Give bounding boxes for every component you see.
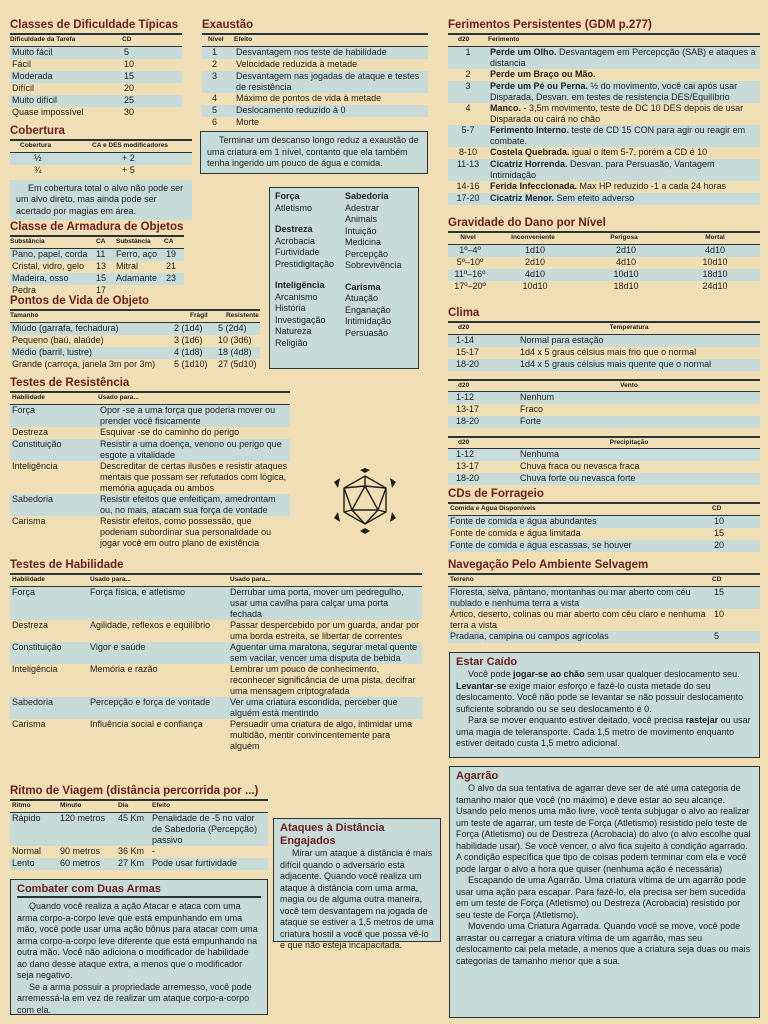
navigation-title: Navegação Pelo Ambiente Selvagem bbox=[448, 558, 760, 575]
skills-col-1: Força Atletismo Destreza Acrobacia Furtividade Prestidigitação Inteligência Arcanismo História Investigação Natureza Religião bbox=[275, 191, 335, 348]
table-row: 17º–20º 10d10 18d10 24d10 bbox=[454, 280, 728, 291]
armor-section: Classe de Armadura de Objetos Substância CA Substância CA Pano, papel, corda 11 Ferro, aço 19 Cristal, vidro, gelo 13 Mitral 21 Madeira, osso 15 Adamante 23 Pedra 17 bbox=[10, 221, 184, 295]
table-row: ¾ + 5 bbox=[34, 164, 135, 175]
table-row: Moderada 15 bbox=[10, 71, 182, 83]
table-row: 13-17 Fraco bbox=[456, 403, 544, 414]
ability-checks-title: Testes de Habilidade bbox=[10, 558, 422, 575]
table-row: Quase impossível 30 bbox=[12, 106, 135, 117]
weather-section: Clima d20 Temperatura 1-14 Normal para estação 15-17 1d4 x 5 graus célsius mais frio que o normal 18-20 1d4 x 5 graus célsius mais quente que o normal d20 Vento 1-12 Nenhum 13-17 Fraco 18-20 Forte d20 Precipitação 1-12 Nenhuma 13-17 Chuva fraca ou nevasca fraca 18-20 Chuva forte ou nevasca forte bbox=[448, 306, 760, 485]
table-row: Normal 90 metros 36 Km - bbox=[12, 845, 155, 856]
table-row: 11º–16º 4d10 10d10 18d10 bbox=[448, 269, 760, 281]
table-row: 4 Manco. - 3,5m movimento, teste de DC 10 DES depois de usar Disparada ou cairá no chão bbox=[465, 102, 744, 124]
table-row: 6 Morte bbox=[212, 116, 260, 127]
table-row: Destreza Esquivar -se do caminho do perigo bbox=[12, 426, 240, 437]
table-row: 18-20 1d4 x 5 graus célsius mais quente que o normal bbox=[448, 359, 760, 371]
table-row: 4 Máximo de pontos de vida à metade bbox=[212, 92, 382, 103]
grapple-box: Agarrão O alvo da sua tentativa de agarrar deve ser de até uma categoria de tamanho maior que você (no máximo) e deve estar ao seu alcançe. Usando pelo menos uma mão livre, você tenta subjugar o alvo ao realizar um teste de agarrar, um teste de Força (Atletismo) resistido pelo teste de Força (Atletismo) ou de Destreza (Acrobacia) do alvo (o alvo escolhe qual habilidade usar). Se você vencer, o alvo fica sujeito à condição agarrado. A condição específica que tipo de coisas podem terminar com ela e você pode largar o alvo a hora que quiser (nenhuma ação é necessária) Escapando de uma Agarrão. Uma criatura vítima de um agarrão pode usar uma ação para escapar. Para fazê-lo, ela precisa ser bem sucedida em um teste de Força (Atletismo) ou Destreza (Acrobacia) resistido por seu teste de Força (Atletismo). Movendo uma Criatura Agarrada. Quando você se move, você pode arrastar ou carregar a criatura vítima de um agarrão, mas seu deslocamento cai pela metade, a menos que a criatura seja duas ou mais categorias de tamanho menor que a sua. bbox=[449, 766, 760, 1018]
table-row: Sabedoria Resistir efeitos que enfeitiçam, amedrontam ou, no mais, atacam sua força de vontade bbox=[10, 494, 290, 516]
table-row: Inteligência Memória e razão Lembrar um pouco de conhecimento, reconhecer significância de uma pista, decifrar uma mensagem criptografada bbox=[12, 663, 416, 696]
table-row: 3 Perde um Pé ou Perna. ½ do movimento, você cai após usar Disparada, Desvan. em testes de resistencia DES/Equilíbrio bbox=[448, 81, 760, 103]
table-row: 1-12 Nenhuma bbox=[448, 449, 760, 461]
two-weapon-title: Combater com Duas Armas bbox=[17, 883, 261, 898]
d20-dice-icon bbox=[330, 468, 400, 534]
table-row: Fonte de comida e água limitada 15 bbox=[450, 527, 725, 538]
wounds-title: Ferimentos Persistentes (GDM p.277) bbox=[448, 18, 760, 35]
table-row: Fácil 10 bbox=[12, 58, 135, 69]
table-row: Pradaria, campina ou campos agrícolas 5 bbox=[448, 631, 760, 643]
table-row: 14-16 Ferida Infeccionada. Max HP reduzido -1 a cada 24 horas bbox=[456, 180, 726, 191]
saves-title: Testes de Resistência bbox=[10, 376, 290, 393]
foraging-section: CDs de Forrageio Comida e Água Disponíveis CD Fonte de comida e água abundantes 10 Fonte de comida e água limitada 15 Fonte de comida e água escassas, se houver 20 bbox=[448, 487, 760, 552]
foraging-title: CDs de Forrageio bbox=[448, 487, 760, 504]
table-row: ½ + 2 bbox=[10, 153, 192, 165]
table-row: 13-17 Chuva fraca ou nevasca fraca bbox=[456, 460, 640, 471]
table-row: 1 Desvantagem nos teste de habilidade bbox=[202, 47, 428, 59]
table-row: Ártico, deserto, colinas ou mar aberto com céu claro e nenhuma terra a vista 10 bbox=[450, 608, 725, 630]
table-row: 2 Velocidade reduzida à metade bbox=[212, 58, 358, 69]
table-row: Muito fácil 5 bbox=[10, 47, 182, 59]
table-row: Floresta, selva, pântano, montanhas ou mar aberto com céu nublado e nenhuma terra a vista 15 bbox=[448, 587, 760, 609]
skills-col-2: Sabedoria Adestrar Animais Intuição Medicina Percepção Sobrevivência Carisma Atuação Enganação Intimidação Persuasão bbox=[345, 191, 402, 338]
table-row: Inteligência Descreditar de certas ilusões e resistir ataques mentais que possam ser refutados com lógica, memória aguçada ou ambos bbox=[12, 460, 288, 493]
table-row: Carisma Resistir efeitos, como possessão, que poderiam subordinar sua personalidade ou jogar você em outro plano de existência bbox=[12, 515, 272, 548]
table-row: Pequeno (baú, alaúde) 3 (1d6) 10 (3d6) bbox=[12, 334, 252, 345]
exhaustion-section: Exaustão Nível Efeito 1 Desvantagem nos teste de habilidade 2 Velocidade reduzida à metade 3 Desvantagem nas jogadas de ataque e testes de resistência 4 Máximo de pontos de vida à metade 5 Deslocamento reduzido à 0 6 Morte bbox=[202, 18, 428, 129]
weather-title: Clima bbox=[448, 306, 760, 323]
table-row: Força Opor -se a uma força que poderia mover ou prender você fisicamente bbox=[10, 405, 290, 427]
armor-title: Classe de Armadura de Objetos bbox=[10, 220, 184, 237]
table-row: Constituição Resistir a uma doença, venono ou perigo que esgote a vitalidade bbox=[10, 439, 290, 461]
table-row: Lento 60 metros 27 Km Pode usar furtividade bbox=[10, 858, 268, 870]
table-row: Sabedoria Percepção e força de vontade Ver uma criatura escondida, perceber que alguém está mentindo bbox=[10, 697, 422, 719]
table-row: 8-10 Costela Quebrada. igual o item 5-7, porém a CD é 10 bbox=[458, 146, 708, 157]
table-row: 1 Perde um Olho. Desvantagem em Percepcção (SAB) e ataques a distancia bbox=[448, 47, 760, 69]
damage-severity-title: Gravidade do Dano por Nível bbox=[448, 216, 760, 233]
cover-section: Cobertura Cobertura CA e DES modificadores ½ + 2 ¾ + 5 Em cobertura total o alvo não pode ser um alvo direto, mas ainda pode ser acertado por magias em área. bbox=[10, 124, 192, 220]
table-row: Pano, papel, corda 11 Ferro, aço 19 bbox=[10, 249, 184, 261]
object-hp-title: Pontos de Vida de Objeto bbox=[10, 294, 260, 311]
dc-section: Classes de Dificuldade Típicas Dificuldade da Tarefa CD Muito fácil 5 Fácil 10 Moderada 15 Difícil 20 Muito difícil 25 Quase impossível 30 bbox=[10, 18, 182, 119]
table-row: Fonte de comida e água abundantes 10 bbox=[448, 516, 760, 528]
table-row: Muito difícil 25 bbox=[10, 95, 182, 107]
table-row: Carisma Influência social e confiança Persuadir uma criatura de algo, intimidar uma multidão, mentir convincentemente para alguém bbox=[12, 718, 413, 751]
table-row: 5º–10º 2d10 4d10 10d10 bbox=[456, 256, 728, 267]
table-row: Destreza Agilidade, reflexos e equilíbrio Passar despercebido por um guarda, andar por uma borda estreita, se libertar de correntes bbox=[12, 619, 420, 641]
table-row: Constituição Vigor e saúde Aguentar uma maratona, segurar metal quente sem vacilar, vencer uma disputa de bebida bbox=[10, 642, 422, 664]
table-row: Rápido 120 metros 45 Km Penalidade de -5 no valor de Sabedoria (Percepção) passivo bbox=[10, 813, 268, 846]
table-row: Miúdo (garrafa, fechadura) 2 (1d4) 5 (2d4) bbox=[10, 323, 260, 335]
ability-checks-section: Testes de Habilidade Habilidade Usado para... Usado para... Força Força física, e atletismo Derrubar uma porta, mover um pedregulho, usar uma cavilha para calçar uma porta fechada Destreza Agilidade, reflexos e equilíbrio Passar despercebido por um guarda, andar por uma borda estreita, se libertar de correntes Constituição Vigor e saúde Aguentar uma maratona, segurar metal quente sem vacilar, vencer uma disputa de bebida Inteligência Memória e razão Lembrar um pouco de conhecimento, reconhecer significância de uma pista, decifrar uma mensagem criptografada Sabedoria Percepção e força de vontade Ver uma criatura escondida, perceber que alguém está mentindo Carisma Influência social e confiança Persuadir uma criatura de algo, intimidar uma multidão, mentir convincentemente para alguém bbox=[10, 558, 422, 752]
table-row: 1-14 Normal para estação bbox=[448, 335, 760, 347]
table-row: Pedra 17 bbox=[12, 284, 107, 295]
cover-title: Cobertura bbox=[10, 124, 192, 141]
table-row: 2 Perde um Braço ou Mão. bbox=[465, 68, 596, 79]
table-row: Força Força física, e atletismo Derrubar uma porta, mover um pedregulho, usar uma cavilha para calçar uma porta fechada bbox=[10, 587, 422, 620]
table-row: 18-20 Chuva forte ou nevasca forte bbox=[448, 473, 760, 485]
table-row: Fonte de comida e água escassas, se houver 20 bbox=[448, 540, 760, 552]
table-row: 1º–4º 1d10 2d10 4d10 bbox=[448, 245, 760, 257]
grapple-title: Agarrão bbox=[456, 770, 499, 782]
table-row: Madeira, osso 15 Adamante 23 bbox=[10, 273, 184, 285]
two-weapon-box: Combater com Duas Armas Quando você realiza a ação Atacar e ataca com uma arma corpo-a-corpo leve que está empunhando em uma mão, você pode usar uma ação bônus para atacar com uma arma corpo-a-corpo leve diferente que está empunhando na outra mão. Você não adiciona o modificador de habilidade ao dano desse ataque extra, a menos que o modificador seja negativo. Se a arma possuir a propriedade arremesso, você pode arremessá-la em vez de realizar um ataque corpo-a-corpo com ela. bbox=[10, 879, 268, 1015]
cover-note: Em cobertura total o alvo não pode ser um alvo direto, mas ainda pode ser acertado por magias em área. bbox=[10, 180, 192, 221]
table-row: Cristal, vidro, gelo 13 Mitral 21 bbox=[12, 260, 177, 271]
table-row: Difícil 20 bbox=[12, 82, 135, 93]
dc-title: Classes de Dificuldade Típicas bbox=[10, 18, 182, 35]
table-row: Médio (barril, lustre) 4 (1d8) 18 (4d8) bbox=[10, 347, 260, 359]
table-row: 18-20 Forte bbox=[448, 416, 760, 428]
ranged-engaged-title: Ataques à Distância Engajados bbox=[280, 822, 385, 847]
table-row: 3 Desvantagem nas jogadas de ataque e testes de resistência bbox=[202, 71, 428, 93]
saves-section: Testes de Resistência Habilidade Usado para... Força Opor -se a uma força que poderia mover ou prender você fisicamente Destreza Esquivar -se do caminho do perigo Constituição Resistir a uma doença, venono ou perigo que esgote a vitalidade Inteligência Descreditar de certas ilusões e resistir ataques mentais que possam ser refutados com lógica, memória aguçada ou ambos Sabedoria Resistir efeitos que enfeitiçam, amedrontam ou, no mais, atacam sua força de vontade Carisma Resistir efeitos, como possessão, que poderiam subordinar sua personalidade ou jogar você em outro plano de existência bbox=[10, 376, 290, 549]
travel-pace-title: Ritmo de Viagem (distância percorrida por ...) bbox=[10, 784, 268, 801]
table-row: 5 Deslocamento reduzido à 0 bbox=[202, 105, 428, 117]
navigation-section: Navegação Pelo Ambiente Selvagem Terreno CD Floresta, selva, pântano, montanhas ou mar aberto com céu nublado e nenhuma terra a vista 15 Ártico, deserto, colinas ou mar aberto com céu claro e nenhuma terra a vista 10 Pradaria, campina ou campos agrícolas 5 bbox=[448, 558, 760, 643]
exhaustion-title: Exaustão bbox=[202, 18, 428, 35]
prone-title: Estar Caído bbox=[456, 656, 518, 668]
table-row: 15-17 1d4 x 5 graus célsius mais frio que o normal bbox=[456, 346, 697, 357]
exhaustion-note: Terminar um descanso longo reduz a exaustão de uma criatura em 1 nível, contanto que ela também tenha ingerido um pouco de água e comida. bbox=[200, 131, 428, 174]
skills-box bbox=[269, 187, 419, 369]
ranged-engaged-box: Ataques à Distância Engajados Mirar um ataque à distância é mais difícil quando o adversário está adjacente. Quando você realiza um ataque à distância com uma arma, magia ou de alguma outra maneira, você tem desvantagem na jogada de ataque se estiver a 1,5 metros de uma criatura hostil a você que possa vê-lo e que não esteja incapacitada. bbox=[273, 818, 441, 942]
travel-pace-section: Ritmo de Viagem (distância percorrida por ...) Ritmo Minuto Dia Efeito Rápido 120 metros 45 Km Penalidade de -5 no valor de Sabedoria (Percepção) passivo Normal 90 metros 36 Km - Lento 60 metros 27 Km Pode usar furtividade bbox=[10, 784, 268, 870]
wounds-section: Ferimentos Persistentes (GDM p.277) d20 Ferimento 1 Perde um Olho. Desvantagem em Percepcção (SAB) e ataques a distancia 2 Perde um Braço ou Mão. 3 Perde um Pé ou Perna. ½ do movimento, você cai após usar Disparada, Desvan. em testes de resistencia DES/Equilíbrio 4 Manco. - 3,5m movimento, teste de DC 10 DES depois de usar Disparada ou cairá no chão 5-7 Ferimento Interno. teste de CD 15 CON para agir ou reagir em combate. 8-10 Costela Quebrada. igual o item 5-7, porém a CD é 10 11-13 Cicatriz Horrenda. Desvan. para Persuasão, Vantagem Intimidação 14-16 Ferida Infeccionada. Max HP reduzido -1 a cada 24 horas 17-20 Cicatriz Menor. Sem efeito adverso bbox=[448, 18, 760, 205]
table-row: 11-13 Cicatriz Horrenda. Desvan. para Persuasão, Vantagem Intimidação bbox=[448, 159, 760, 181]
prone-box: Estar Caído Você pode jogar-se ao chão sem usar qualquer deslocamento seu. Levantar-se exige maior esforço e fazê-lo custa metade do seu deslocamento. Você não pode se levantar se não possuir deslocamento suficiente sobrando ou se seu deslocamento é 0. Para se mover enquanto estiver deitado, você precisa rastejar ou usar uma magia de teleransporte. Cada 1,5 metro de movimento enquanto estiver deitado custa 1,5 metro adicional. bbox=[449, 652, 760, 758]
table-row: 17-20 Cicatriz Menor. Sem efeito adverso bbox=[448, 193, 760, 205]
table-row: 5-7 Ferimento Interno. teste de CD 15 CON para agir ou reagir em combate. bbox=[448, 125, 760, 147]
object-hp-section: Pontos de Vida de Objeto Tamanho Frágil Resistente Miúdo (garrafa, fechadura) 2 (1d4) 5 (2d4) Pequeno (baú, alaúde) 3 (1d6) 10 (3d6) Médio (barril, lustre) 4 (1d8) 18 (4d8) Grande (carroça, janela 3m por 3m) 5 (1d10) 27 (5d10) bbox=[10, 295, 259, 369]
table-row: Grande (carroça, janela 3m por 3m) 5 (1d10) 27 (5d10) bbox=[12, 358, 257, 369]
damage-severity-section: Gravidade do Dano por Nível Nível Inconveniente Perigosa Mortal 1º–4º 1d10 2d10 4d10 5º–10º 2d10 4d10 10d10 11º–16º 4d10 10d10 18d10 17º–20º 10d10 18d10 24d10 bbox=[448, 216, 760, 293]
table-row: 1-12 Nenhum bbox=[448, 392, 760, 404]
